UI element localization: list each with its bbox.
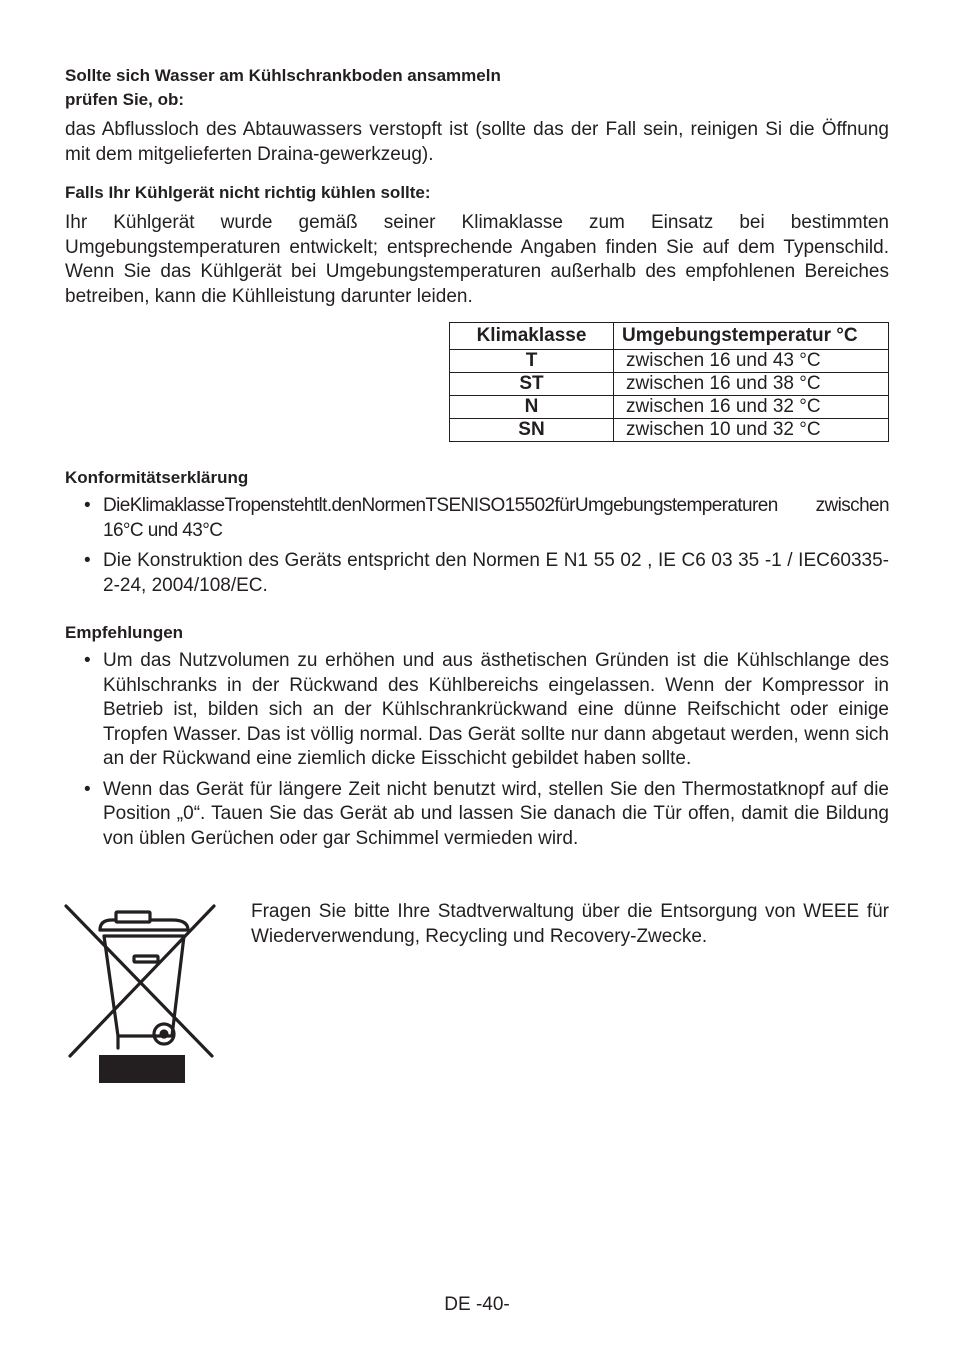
climate-class-table [449, 322, 889, 442]
list-item [65, 494, 889, 543]
bullet-glyph: • [84, 778, 91, 800]
table-cell-temperature: zwischen 16 und 43 °C [614, 350, 889, 373]
weee-disposal-text: Fragen Sie bitte Ihre Stadtverwaltung über die Entsorgung von WEEE für Wiederverwendung, Recycling und Recovery-Zwecke. [251, 901, 889, 947]
bullet-glyph: • [84, 650, 91, 671]
table-cell-temperature: zwischen 16 und 38 °C [614, 373, 889, 396]
heading-recommendations: Empfehlungen [65, 623, 184, 642]
list-item-text: Wenn das Gerät für längere Zeit nicht benutzt wird, stellen Sie den Thermostatknopf auf die Position „0“. Tauen Sie das Gerät ab und lassen Sie danach die Tür offen, damit die Bildung von üblen Gerüchen oder gar Schimmel vermieden wird. [103, 778, 889, 849]
table-row [450, 350, 889, 373]
table-cell-class: SN [450, 419, 614, 442]
table-row [450, 396, 889, 419]
table-cell-class: T [450, 350, 614, 373]
table-header-cell: Umgebungstemperatur °C [614, 323, 889, 350]
page-number: DE -40- [444, 1294, 510, 1315]
section-water [65, 64, 889, 309]
table-row [450, 373, 889, 396]
list-item-text: Die Konstruktion des Geräts entspricht den Normen E N1 55 02 , IE C6 03 35 -1 / IEC60335-2-24, 2004/108/EC. [103, 550, 889, 596]
list-item-text: Um das Nutzvolumen zu erhöhen und aus ästhetischen Gründen ist die Kühlschlange des Kühlschranks in der Rückwand des Kühlbereichs eingelassen. Wenn der Kompressor in Betrieb ist, bilden sich an der Kühlschrankrückwand eine dünne Reifschicht oder einige Tropfen Wasser. Das ist völlig normal. Das Gerät sollte nur dann abgetaut werden, wenn sich an der Rückwand eine ziemlich dicke Eisschicht gebildet haben sollte. [103, 650, 889, 769]
paragraph-cooling: Ihr Kühlgerät wurde gemäß seiner Klimaklasse zum Einsatz bei bestimmten Umgebungstemperaturen entwickelt; entsprechende Angaben finden Sie auf dem Typenschild. Wenn Sie das Kühlgerät bei Umgebungstemperaturen außerhalb des empfohlenen Bereiches betreiben, kann die Kühlleistung darunter leiden. [65, 212, 889, 307]
list-item [65, 778, 889, 852]
table-cell-temperature: zwischen 10 und 32 °C [614, 419, 889, 442]
list-item [65, 549, 889, 598]
crossed-out-wheelie-bin-icon [62, 898, 222, 1088]
list-item-text: DieKlimaklasseTropenstehtlt.denNormenTSENISO15502fürUmgebungstemperaturen zwischen 16°C und 43°C [103, 495, 889, 541]
heading-water-line2: prüfen Sie, ob: [65, 90, 184, 109]
section-recommendations [65, 621, 889, 857]
heading-conformity: Konformitätserklärung [65, 468, 249, 487]
table-cell-class: N [450, 396, 614, 419]
section-conformity [65, 466, 889, 604]
list-item [65, 649, 889, 772]
table-row [450, 419, 889, 442]
table-cell-temperature: zwischen 16 und 32 °C [614, 396, 889, 419]
recommendations-list [65, 649, 889, 851]
bullet-glyph: • [84, 495, 91, 516]
conformity-list [65, 494, 889, 598]
bullet-glyph: • [84, 550, 91, 571]
paragraph-water: das Abflussloch des Abtauwassers verstopft ist (sollte das der Fall sein, reinigen Si die Öffnung mit dem mitgelieferten Draina-gewerkzeug). [65, 119, 889, 165]
heading-cooling: Falls Ihr Kühlgerät nicht richtig kühlen sollte: [65, 183, 431, 202]
table-cell-class: ST [450, 373, 614, 396]
heading-water-line1: Sollte sich Wasser am Kühlschrankboden ansammeln [65, 66, 501, 85]
table-header-row [450, 323, 889, 350]
table-header-cell: Klimaklasse [450, 323, 614, 350]
